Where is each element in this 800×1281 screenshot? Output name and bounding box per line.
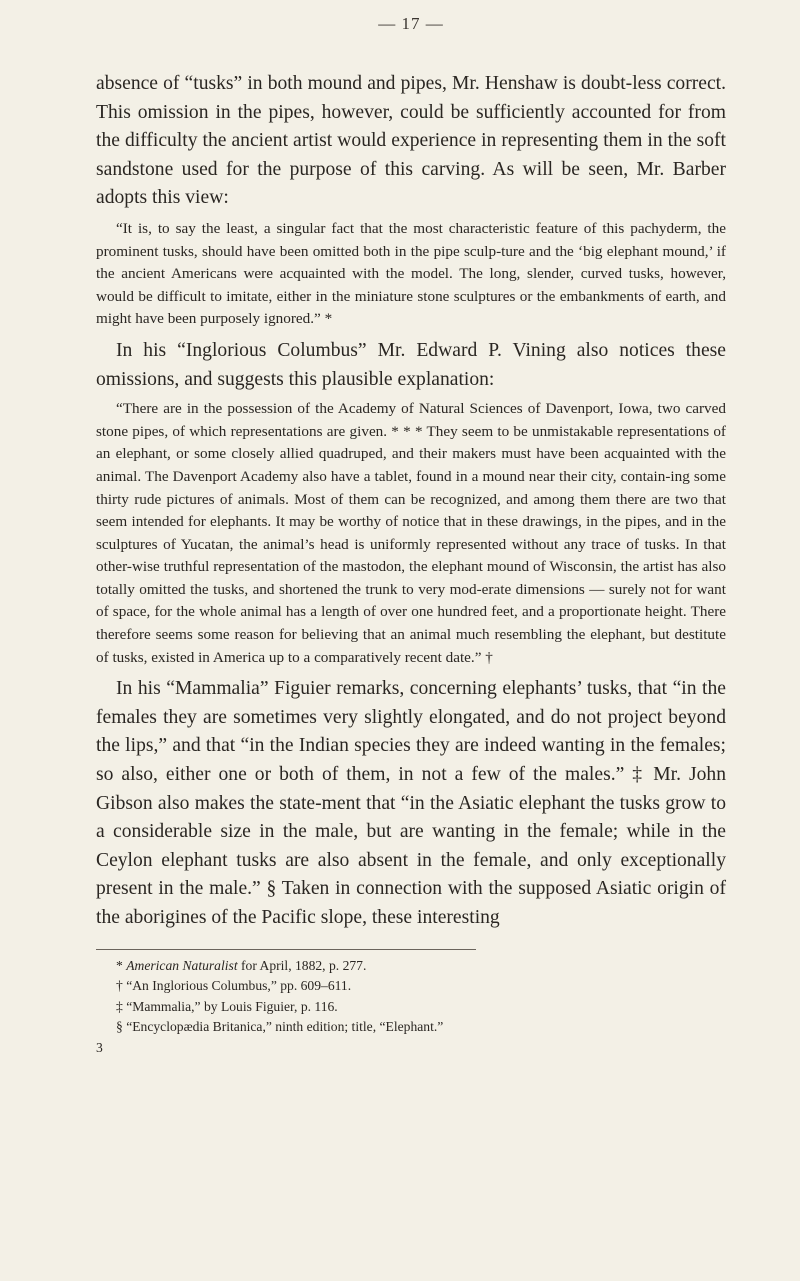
footnotes (96, 956, 726, 1038)
footnote-4: § “Encyclopædia Britanica,” ninth edition; title, “Elephant.” (116, 1019, 444, 1035)
footnote-1-title: American Naturalist (126, 957, 238, 973)
footnote-divider (96, 949, 476, 950)
footnote-2: † “An Inglorious Columbus,” pp. 609–611. (116, 978, 352, 994)
quote-barber: “It is, to say the least, a singular fact that the most characteristic feature of this pachyderm, the prominent tusks, should have been omitted both in the pipe sculp-ture and the ‘big elephant mound,’ if the ancient Americans were acquainted with the model. The long, slender, curved tusks, however, would be difficult to imitate, either in the miniature stone sculptures or the embankments of earth, and might have been purposely ignored.” * (96, 219, 726, 328)
footnote-1-mark: * (116, 957, 127, 973)
paragraph-figuier: In his “Mammalia” Figuier remarks, concerning elephants’ tusks, that “in the females they are sometimes very slightly elongated, and do not project beyond the lips,” and that “in the Indian species they are indeed wanting in the females; so also, either one or both of them, in not a few of the males.” ‡ Mr. John Gibson also makes the state-ment that “in the Asiatic elephant the tusks grow to a considerable size in the male, but are wanting in the female; while in the Ceylon elephant tusks are also absent in the female, and only exceptionally present in the male.” § Taken in connection with the supposed Asiatic origin of the aborigines of the Pacific slope, these interesting (96, 678, 726, 928)
paragraph-henshaw: absence of “tusks” in both mound and pipes, Mr. Henshaw is doubt-less correct. This omission in the pipes, however, could be sufficiently accounted for from the difficulty the ancient artist would experience in representing them in the soft sandstone used for the purpose of this carving. As will be seen, Mr. Barber adopts this view: (96, 73, 726, 209)
footnote-3: ‡ “Mammalia,” by Louis Figuier, p. 116. (116, 998, 338, 1014)
document-page (96, 14, 726, 1058)
footnote-1-rest: for April, 1882, p. 277. (237, 957, 367, 973)
footnote-1 (96, 956, 726, 977)
signature-mark: 3 (96, 1039, 103, 1055)
quote-vining: “There are in the possession of the Academy of Natural Sciences of Davenport, Iowa, two carved stone pipes, of which representations are given. * * * They seem to be unmistakable representations of an elephant, or some closely allied quadruped, and their makers must have been acquainted with the animal. The Davenport Academy also have a tablet, found in a mound near their city, contain-ing some thirty rude pictures of animals. Most of them can be recognized, and among them there are two that seem intended for elephants. It may be worthy of notice that in these drawings, in the pipes, and in the sculptures of Yucatan, the animal’s head is uniformly represented without any trace of tusks. In that other-wise truthful representation of the mastodon, the elephant mound of Wisconsin, the artist has also totally omitted the tusks, and shortened the trunk to very mod-erate dimensions — surely not for want of space, for the whole animal has a length of over one hundred feet, and a proportionate height. There therefore seems some reason for believing that an animal much resembling the elephant, but destitute of tusks, existed in America up to a comparatively recent date.” † (96, 400, 726, 666)
paragraph-vining: In his “Inglorious Columbus” Mr. Edward P. Vining also notices these omissions, and suggests this plausible explanation: (96, 339, 726, 390)
page-number: — 17 — (378, 14, 444, 33)
